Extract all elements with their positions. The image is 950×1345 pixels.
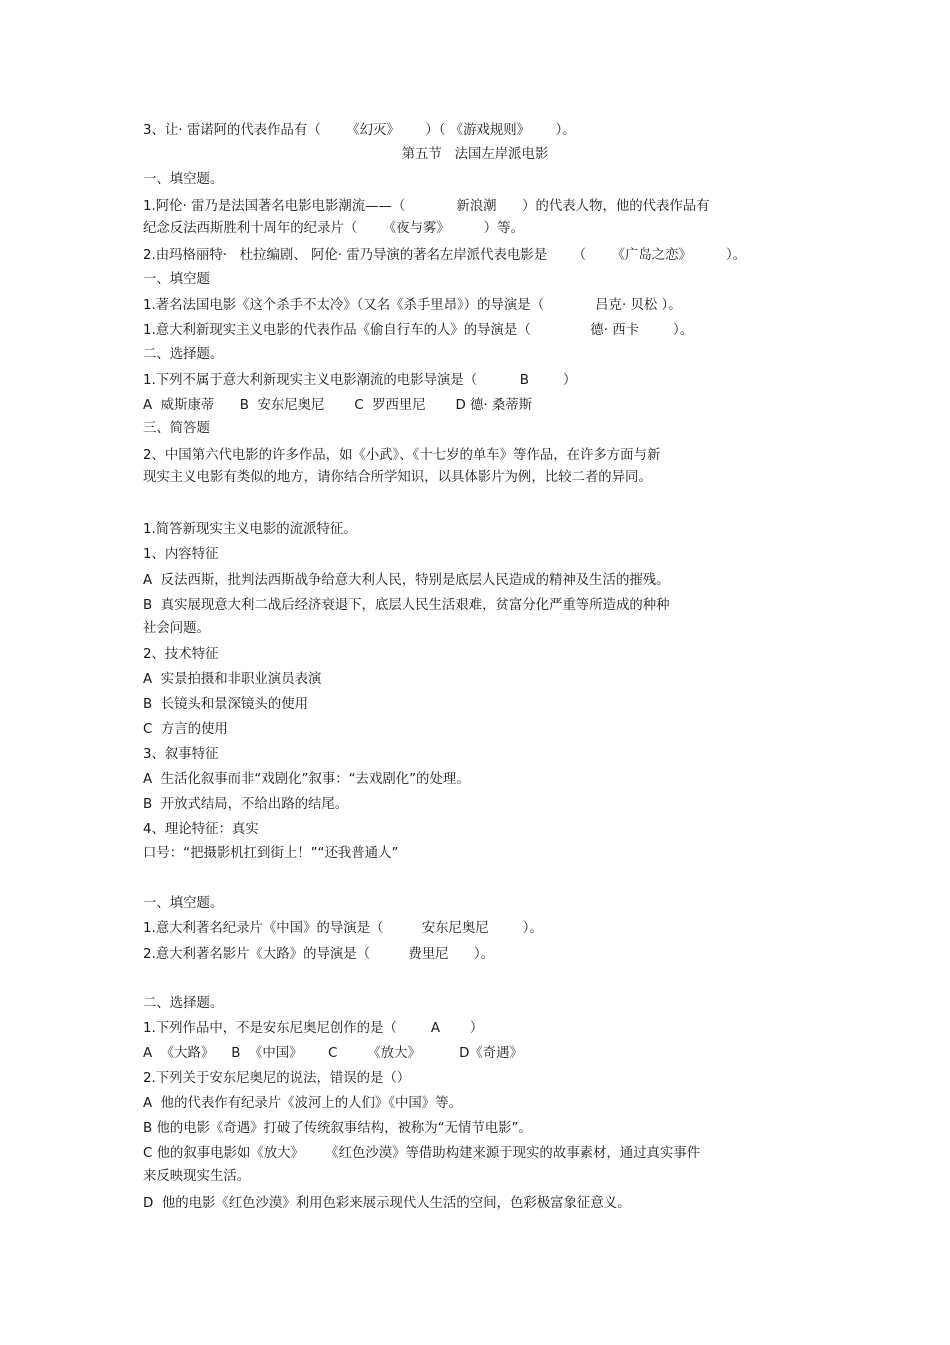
text-line: 1.阿伦· 雷乃是法国著名电影电影潮流——（ 新浪潮 ）的代表人物，他的代表作品有 <box>143 199 710 214</box>
text-line: 1、内容特征 <box>143 547 219 562</box>
text-line: 2、技术特征 <box>143 647 219 662</box>
text-line: A 威斯康蒂 B 安东尼奥尼 C 罗西里尼 D 德· 桑蒂斯 <box>143 398 533 413</box>
text-line: 1.意大利著名纪录片《中国》的导演是（ 安东尼奥尼 ）。 <box>143 921 543 936</box>
text-line: 1.意大利新现实主义电影的代表作品《偷自行车的人》的导演是（ 德· 西卡 ）。 <box>143 323 694 338</box>
section-heading: 第五节 法国左岸派电影 <box>401 147 549 162</box>
text-line: 现实主义电影有类似的地方，请你结合所学知识，以具体影片为例，比较二者的异同。 <box>143 470 652 485</box>
text-line: B 长镜头和景深镜头的使用 <box>143 697 308 712</box>
text-line: 二、选择题。 <box>143 347 224 362</box>
text-line: 1.下列作品中，不是安东尼奥尼创作的是（ A ） <box>143 1021 484 1036</box>
text-line: 2、中国第六代电影的许多作品，如《小武》、《十七岁的单车》等作品，在许多方面与新 <box>143 448 661 463</box>
text-line: 口号：“把摄影机扛到街上！”“还我普通人” <box>143 846 399 861</box>
text-line: 1.下列不属于意大利新现实主义电影潮流的电影导演是（ B ） <box>143 373 577 388</box>
text-line: 1.简答新现实主义电影的流派特征。 <box>143 522 357 537</box>
text-line: 3、叙事特征 <box>143 747 219 762</box>
text-line: A 《大路》 B 《中国》 C 《放大》 D《奇遇》 <box>143 1046 523 1061</box>
text-line: 3、让· 雷诺阿的代表作品有（ 《幻灭》 ）（ 《游戏规则》 ）。 <box>143 123 576 138</box>
text-line: 一、填空题 <box>143 272 210 287</box>
text-line: 2.由玛格丽特· 杜拉编剧、 阿伦· 雷乃导演的著名左岸派代表电影是 （ 《广岛之恋》 ）。 <box>143 248 747 263</box>
text-line: D 他的电影《红色沙漠》利用色彩来展示现代人生活的空间，色彩极富象征意义。 <box>143 1196 631 1211</box>
text-line: 1.著名法国电影《这个杀手不太冷》（又名《杀手里昂》）的导演是（ 吕克· 贝松 ）。 <box>143 298 682 313</box>
text-line: 2.下列关于安东尼奥尼的说法，错误的是（） <box>143 1071 411 1086</box>
text-line: A 反法西斯，批判法西斯战争给意大利人民，特别是底层人民造成的精神及生活的摧残。 <box>143 573 670 588</box>
text-line: A 他的代表作有纪录片《波河上的人们》《中国》等。 <box>143 1096 462 1111</box>
text-line: 一、填空题。 <box>143 896 224 911</box>
text-line: 4、理论特征：真实 <box>143 822 259 837</box>
text-line: A 生活化叙事而非“戏剧化”叙事：“去戏剧化”的处理。 <box>143 772 470 787</box>
text-line: C 方言的使用 <box>143 722 228 737</box>
text-line: C 他的叙事电影如《放大》 《红色沙漠》等借助构建来源于现实的故事素材，通过真实事件 <box>143 1146 701 1161</box>
text-line: B 开放式结局，不给出路的结尾。 <box>143 797 349 812</box>
text-line: A 实景拍摄和非职业演员表演 <box>143 672 322 687</box>
text-line: 来反映现实生活。 <box>143 1169 251 1184</box>
text-line: 三、简答题 <box>143 421 210 436</box>
text-line: B 他的电影《奇遇》打破了传统叙事结构，被称为“无情节电影”。 <box>143 1121 532 1136</box>
text-line: 2.意大利著名影片《大路》的导演是（ 费里尼 ）。 <box>143 947 495 962</box>
text-line: 纪念反法西斯胜利十周年的纪录片（ 《夜与雾》 ）等。 <box>143 221 524 236</box>
text-line: 二、选择题。 <box>143 996 224 1011</box>
text-line: 社会问题。 <box>143 621 210 636</box>
text-line: B 真实展现意大利二战后经济衰退下，底层人民生活艰难，贫富分化严重等所造成的种种 <box>143 598 670 613</box>
text-line: 一、填空题。 <box>143 172 224 187</box>
